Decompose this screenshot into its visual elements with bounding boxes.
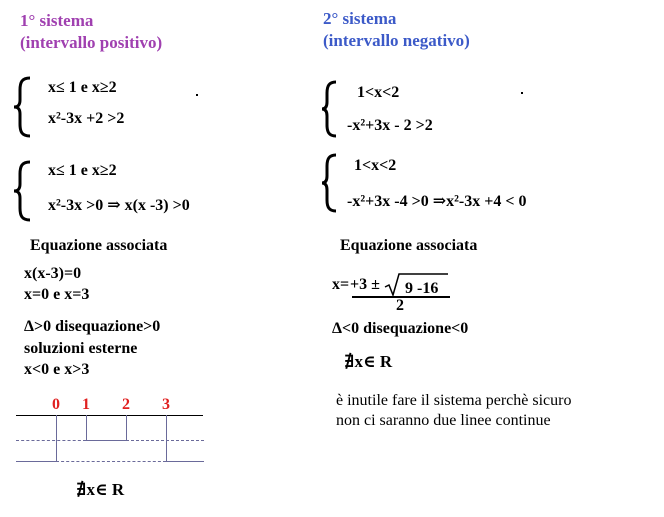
left-title-line2: (intervallo positivo) [20,33,163,52]
stray-dot-left [196,94,198,96]
right-note-line1: è inutile fare il sistema perchè sicuro [336,392,572,409]
stray-dot-right [521,92,523,94]
right-system2-line2: -x²+3x -4 >0 ⇒x²-3x +4 < 0 [347,193,527,210]
number-label-3: 3 [162,396,170,413]
left-system1-line1: x≤ 1 e x≥2 [48,79,117,96]
tick-2 [126,415,127,440]
left-heading: Equazione associata [30,237,168,254]
dashed-line-2 [56,461,166,462]
right-system1-line1: 1<x<2 [357,84,400,101]
number-label-2: 2 [122,396,130,413]
left-system2-line1: x≤ 1 e x≥2 [48,162,117,179]
formula-denominator: 2 [396,297,404,314]
right-system2-line1: 1<x<2 [354,157,397,174]
solid-line-2a [16,461,56,462]
right-title-line1: 2° sistema [323,9,397,28]
tick-3 [166,415,167,461]
left-brace-1 [12,76,34,138]
left-result: x<0 e x>3 [24,361,90,378]
right-brace-1 [320,80,340,138]
formula-prefix: x= [332,276,350,293]
right-title-line2: (intervallo negativo) [323,31,470,50]
left-system2-line2: x²-3x >0 ⇒ x(x -3) >0 [48,197,190,214]
formula-radicand: 9 -16 [405,280,439,297]
number-label-1: 1 [82,396,90,413]
tick-0 [56,415,57,461]
dashed-line-1b [126,440,204,441]
right-note-line2: non ci saranno due linee continue [336,412,551,429]
left-solutions: soluzioni esterne [24,340,138,357]
formula-numerator: +3 ± [350,276,380,293]
right-no-solution: ∄x∈ R [344,352,393,371]
left-no-solution: ∄x∈ R [76,480,125,499]
solid-line-1 [86,440,126,441]
right-heading: Equazione associata [340,237,478,254]
axis-line [16,415,203,416]
dashed-line-1a [16,440,86,441]
left-delta: Δ>0 disequazione>0 [24,318,161,335]
left-brace-2 [12,160,34,222]
right-system1-line2: -x²+3x - 2 >2 [347,117,433,134]
left-eq1: x(x-3)=0 [24,265,82,282]
tick-1 [86,415,87,440]
left-title-line1: 1° sistema [20,11,94,30]
right-brace-2 [320,153,340,213]
solid-line-2b [166,461,204,462]
number-label-0: 0 [52,396,60,413]
right-delta: Δ<0 disequazione<0 [332,320,469,337]
left-system1-line2: x²-3x +2 >2 [48,110,125,127]
left-eq2: x=0 e x=3 [24,286,90,303]
